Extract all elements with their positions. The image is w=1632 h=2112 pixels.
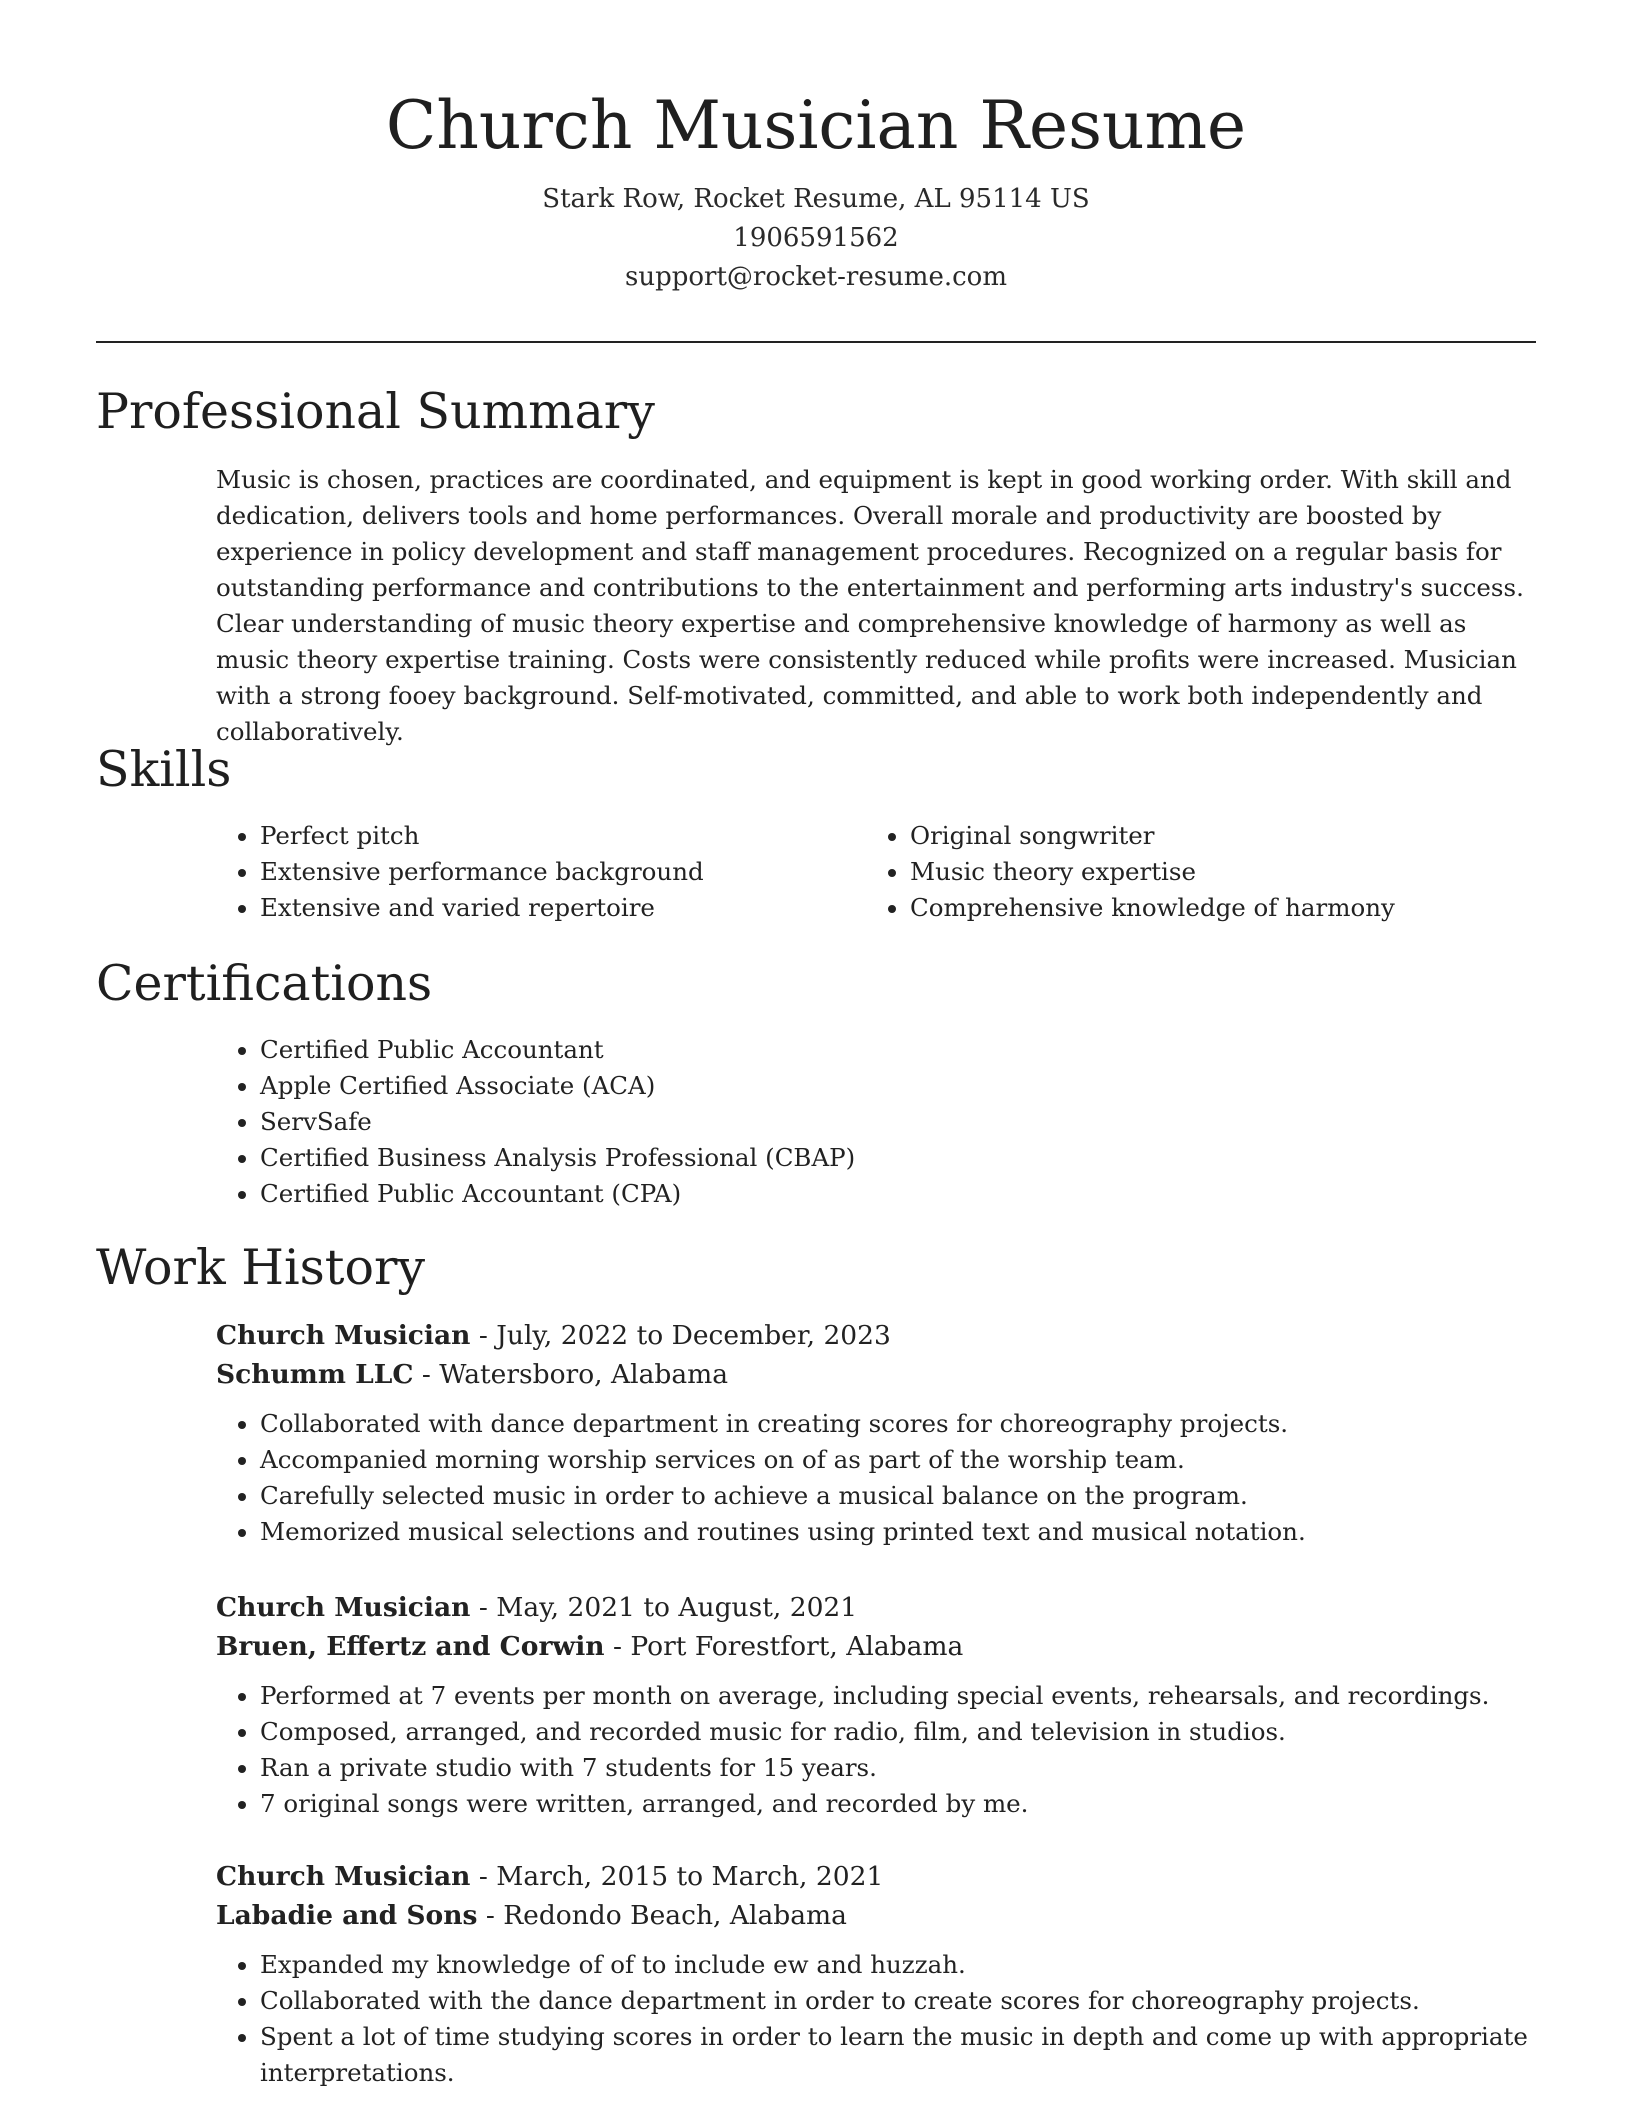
job-bullet: • Accompanied morning worship services on of as part of the worship team. — [260, 1442, 1536, 1478]
job-bullet: • Expanded my knowledge of of to include ew and huzzah. — [260, 1947, 1536, 1983]
certifications-list — [216, 1032, 1416, 1212]
job-dates: - May, 2021 to August, 2021 — [470, 1592, 858, 1623]
job-company: Bruen, Effertz and Corwin — [216, 1631, 605, 1662]
skill-item: • Perfect pitch — [260, 818, 856, 854]
job-company-line — [216, 1896, 1536, 1935]
job-role: Church Musician — [216, 1320, 471, 1351]
certification-item: • Certified Business Analysis Professional (CBAP) — [260, 1140, 1416, 1176]
job-bullet: • Composed, arranged, and recorded music for radio, film, and television in studios. — [260, 1714, 1536, 1750]
job-bullet: • Collaborated with the dance department in order to create scores for choreography projects. — [260, 1983, 1536, 2019]
resume-header — [96, 84, 1536, 297]
skills-column-right — [866, 818, 1506, 926]
certification-item: • Certified Public Accountant — [260, 1032, 1416, 1068]
contact-address: Stark Row, Rocket Resume, AL 95114 US — [542, 184, 1090, 214]
certification-item: • Certified Public Accountant (CPA) — [260, 1176, 1416, 1212]
job-dates: - July, 2022 to December, 2023 — [470, 1320, 891, 1351]
job-entry — [216, 1316, 1536, 1550]
job-bullets — [216, 1947, 1536, 2091]
contact-email: support@rocket-resume.com — [624, 262, 1007, 292]
contact-phone: 1906591562 — [733, 223, 899, 253]
job-role: Church Musician — [216, 1592, 471, 1623]
job-title-line — [216, 1316, 1536, 1355]
skill-item: • Original songwriter — [910, 818, 1506, 854]
contact-info — [96, 180, 1536, 297]
job-entry — [216, 1588, 1536, 1822]
job-dates: - March, 2015 to March, 2021 — [470, 1861, 884, 1892]
job-company-line — [216, 1355, 1536, 1394]
job-bullet: • 7 original songs were written, arranged, and recorded by me. — [260, 1786, 1536, 1822]
job-bullet: • Ran a private studio with 7 students for 15 years. — [260, 1750, 1536, 1786]
job-bullet: • Spent a lot of time studying scores in order to learn the music in depth and come up with appropriate interpretations. — [260, 2019, 1536, 2091]
section-title-certifications: Certifications — [96, 955, 433, 1012]
section-title-work-history: Work History — [96, 1239, 426, 1296]
skills-column-left — [216, 818, 856, 926]
job-bullet: • Memorized musical selections and routines using printed text and musical notation. — [260, 1514, 1536, 1550]
section-title-skills: Skills — [96, 741, 232, 798]
job-role: Church Musician — [216, 1861, 471, 1892]
job-title-line — [216, 1857, 1536, 1896]
job-location: - Port Forestfort, Alabama — [604, 1631, 964, 1662]
job-bullet: • Collaborated with dance department in creating scores for choreography projects. — [260, 1406, 1536, 1442]
job-entry — [216, 1857, 1536, 2091]
job-company-line — [216, 1627, 1536, 1666]
job-bullets — [216, 1406, 1536, 1550]
section-title-summary: Professional Summary — [96, 383, 655, 440]
skill-item: • Music theory expertise — [910, 854, 1506, 890]
job-bullets — [216, 1678, 1536, 1822]
job-bullet: • Carefully selected music in order to achieve a musical balance on the program. — [260, 1478, 1536, 1514]
job-location: - Redondo Beach, Alabama — [477, 1900, 847, 1931]
job-bullet: • Performed at 7 events per month on average, including special events, rehearsals, and recordings. — [260, 1678, 1536, 1714]
job-location: - Watersboro, Alabama — [413, 1359, 729, 1390]
skill-item: • Comprehensive knowledge of harmony — [910, 890, 1506, 926]
header-divider — [96, 341, 1536, 343]
job-title-line — [216, 1588, 1536, 1627]
skill-item: • Extensive performance background — [260, 854, 856, 890]
job-company: Schumm LLC — [216, 1359, 414, 1390]
certification-item: • ServSafe — [260, 1104, 1416, 1140]
resume-title: Church Musician Resume — [385, 87, 1247, 164]
summary-text: Music is chosen, practices are coordinated, and equipment is kept in good working order. With skill and dedication, delivers tools and home performances. Overall morale and productivity are boosted by experience in policy development and staff management procedures. Recognized on a regular basis for outstanding performance and contributions to the entertainment and performing arts industry's success. Clear understanding of music theory expertise and comprehensive knowledge of harmony as well as music theory expertise training. Costs were consistently reduced while profits were increased. Musician with a strong fooey background. Self-motivated, committed, and able to work both independently and collaboratively. — [216, 465, 1524, 746]
skill-item: • Extensive and varied repertoire — [260, 890, 856, 926]
job-company: Labadie and Sons — [216, 1900, 478, 1931]
certification-item: • Apple Certified Associate (ACA) — [260, 1068, 1416, 1104]
